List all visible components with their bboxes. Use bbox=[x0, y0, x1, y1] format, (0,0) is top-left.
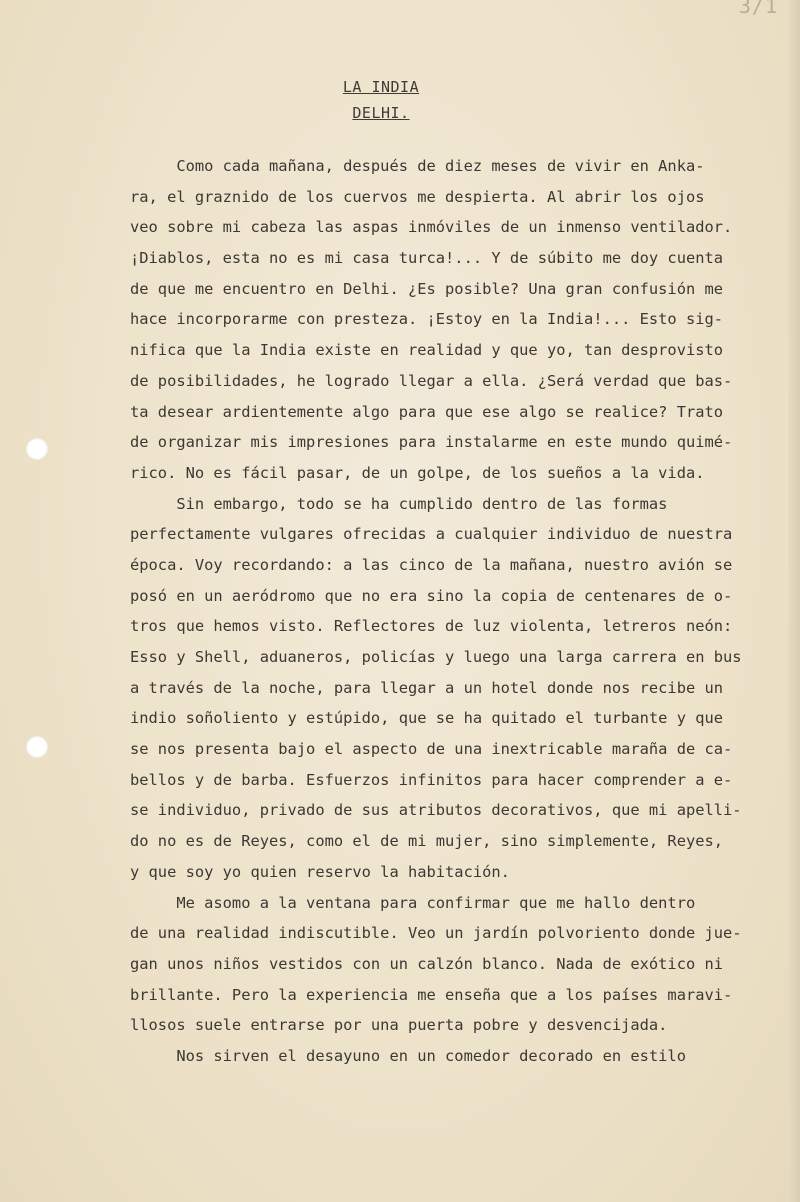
punch-hole-upper bbox=[26, 438, 48, 460]
text-line: de que me encuentro en Delhi. ¿Es posible? Una gran confusión me bbox=[130, 279, 724, 298]
paper-edge bbox=[788, 0, 800, 1202]
text-line: perfectamente vulgares ofrecidas a cualquier individuo de nuestra bbox=[130, 525, 733, 544]
text-line: Esso y Shell, aduaneros, policías y luego una larga carrera en bus bbox=[130, 648, 742, 666]
document-title: LA INDIA bbox=[342, 78, 420, 96]
text-line: y que soy yo quien reservo la habitación. bbox=[130, 862, 510, 881]
text-line: ta desear ardientemente algo para que ese algo se realice? Trato bbox=[130, 402, 724, 421]
text-line: gan unos niños vestidos con un calzón blanco. Nada de exótico ni bbox=[130, 954, 724, 973]
page-number-mark: 3/1 bbox=[738, 0, 778, 18]
text-line: Me asomo a la ventana para confirmar que me hallo dentro bbox=[130, 893, 696, 912]
text-line: tros que hemos visto. Reflectores de luz violenta, letreros neón: bbox=[130, 617, 733, 636]
text-line: brillante. Pero la experiencia me enseña que a los países maravi- bbox=[130, 985, 733, 1004]
text-line: veo sobre mi cabeza las aspas inmóviles de un inmenso ventilador. bbox=[130, 218, 733, 237]
text-line: hace incorporarme con presteza. ¡Estoy en la India!... Esto sig- bbox=[130, 310, 724, 329]
text-line: rico. No es fácil pasar, de un golpe, de los sueños a la vida. bbox=[130, 463, 705, 482]
text-line: de una realidad indiscutible. Veo un jardín polvoriento donde jue- bbox=[130, 924, 742, 943]
text-line: llosos suele entrarse por una puerta pobre y desvencijada. bbox=[130, 1016, 668, 1035]
text-line: a través de la noche, para llegar a un hotel donde nos recibe un bbox=[130, 678, 724, 697]
punch-hole-lower bbox=[26, 736, 48, 758]
text-line: do no es de Reyes, como el de mi mujer, sino simplemente, Reyes, bbox=[130, 832, 724, 851]
text-line: Como cada mañana, después de diez meses de vivir en Anka- bbox=[130, 157, 705, 175]
text-line: Sin embargo, todo se ha cumplido dentro de las formas bbox=[130, 494, 668, 513]
text-line: ¡Diablos, esta no es mi casa turca!... Y de súbito me doy cuenta bbox=[130, 249, 724, 268]
text-line: bellos y de barba. Esfuerzos infinitos para hacer comprender a e- bbox=[130, 770, 733, 789]
text-line: Nos sirven el desayuno en un comedor decorado en estilo bbox=[130, 1046, 686, 1065]
text-line: indio soñoliento y estúpido, que se ha quitado el turbante y que bbox=[130, 709, 724, 728]
text-line: de organizar mis impresiones para instalarme en este mundo quimé- bbox=[130, 433, 733, 452]
text-line: de posibilidades, he logrado llegar a ella. ¿Será verdad que bas- bbox=[130, 371, 733, 390]
text-line: nifica que la India existe en realidad y que yo, tan desprovisto bbox=[130, 341, 724, 360]
text-line: ra, el graznido de los cuervos me despierta. Al abrir los ojos bbox=[130, 187, 705, 206]
text-line: época. Voy recordando: a las cinco de la mañana, nuestro avión se bbox=[130, 555, 733, 574]
text-line: posó en un aeródromo que no era sino la copia de centenares de o- bbox=[130, 586, 733, 605]
document-subtitle: DELHI. bbox=[352, 104, 410, 122]
body-text bbox=[130, 151, 758, 1072]
text-line: se nos presenta bajo el aspecto de una inextricable maraña de ca- bbox=[130, 740, 733, 759]
text-line: se individuo, privado de sus atributos decorativos, que mi apelli- bbox=[130, 801, 742, 820]
